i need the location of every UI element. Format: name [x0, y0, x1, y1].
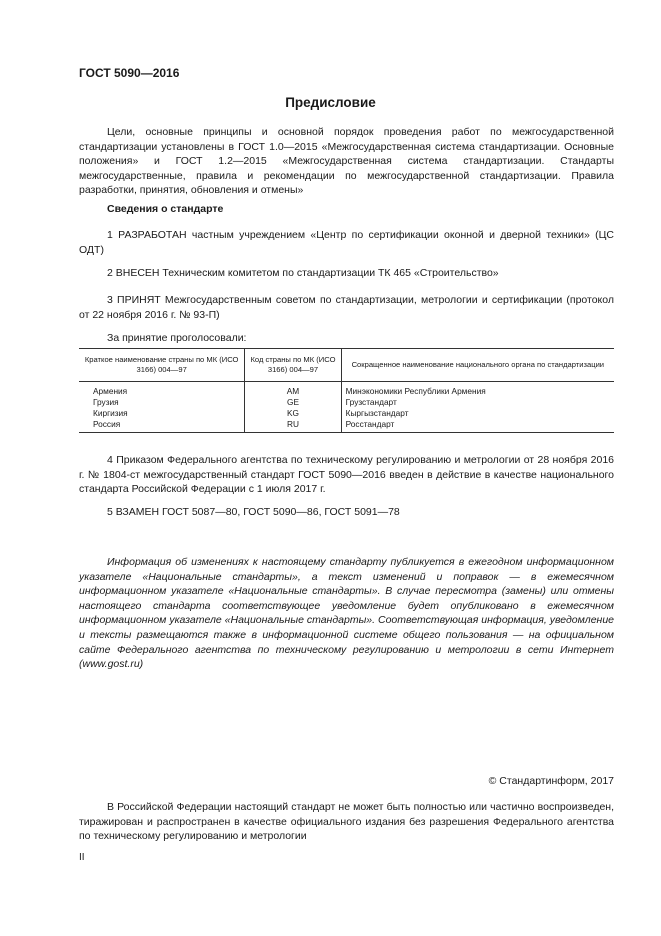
code-cell: KG: [245, 408, 341, 419]
authority-cell: Кыргызстандарт: [341, 408, 614, 419]
item-replaces: 5 ВЗАМЕН ГОСТ 5087—80, ГОСТ 5090—86, ГОСТ 5091—78: [107, 506, 400, 518]
column-header-code: Код страны по МК (ИСО 3166) 004—97: [245, 349, 341, 382]
page-title: Предисловие: [285, 95, 376, 110]
code-cell: RU: [245, 419, 341, 433]
authority-cell: Грузстандарт: [341, 397, 614, 408]
column-header-authority: Сокращенное наименование национального органа по стандартизации: [341, 349, 614, 382]
info-heading: Сведения о стандарте: [107, 203, 224, 215]
changes-notice: Информация об изменениях к настоящему стандарту публикуется в ежегодном информационном указателе «Национальные стандарты», а текст изменений и поправок — в ежемесячном информационном указателе «Национальные стандарты». В случае пересмотра (замены) или отмены настоящего стандарта соответствующее уведомление будет опубликовано в ежемесячном информационном указателе «Национальные стандарты». Соответствующая информация, уведомление и тексты размещаются также в информационной системе общего пользования — на официальном сайте Федерального агентства по техническому регулированию и метрологии в сети Интернет (www.gost.ru): [79, 556, 614, 671]
intro-paragraph: Цели, основные принципы и основной порядок проведения работ по межгосударственной стандартизации установлены в ГОСТ 1.0—2015 «Межгосударственная система стандартизации. Основные положения» и ГОСТ 1.2—2015 «Межгосударственная система стандартизации. Стандарты межгосударственные, правила и рекомендации по межгосударственной стандартизации. Правила разработки, принятия, обновления и отмены»: [79, 126, 614, 197]
copyright-line: © Стандартинформ, 2017: [488, 775, 614, 787]
table-row: [79, 408, 614, 419]
item-submitted: 2 ВНЕСЕН Техническим комитетом по стандартизации ТК 465 «Строительство»: [107, 267, 499, 279]
table-row: [79, 397, 614, 408]
table-row: [79, 382, 614, 398]
reproduction-rights: В Российской Федерации настоящий стандарт не может быть полностью или частично воспроизведен, тиражирован и распространен в качестве официального издания без разрешения Федерального агентства по техническому регулированию и метрологии: [79, 801, 614, 843]
code-cell: GE: [245, 397, 341, 408]
item-adopted: 3 ПРИНЯТ Межгосударственным советом по стандартизации, метрологии и сертификации (протокол от 22 ноября 2016 г. № 93-П): [79, 294, 614, 321]
item-developed: 1 РАЗРАБОТАН частным учреждением «Центр по сертификации оконной и дверной техники» (ЦС ОДТ): [79, 229, 614, 256]
voting-table: [79, 348, 614, 433]
table-header-row: [79, 349, 614, 382]
code-cell: AM: [245, 382, 341, 398]
country-cell: Киргизия: [93, 408, 128, 418]
document-header: ГОСТ 5090—2016: [79, 66, 180, 80]
country-cell: Грузия: [93, 397, 119, 407]
item-enacted: 4 Приказом Федерального агентства по техническому регулированию и метрологии от 28 ноября 2016 г. № 1804-ст межгосударственный стандарт ГОСТ 5090—2016 введен в действие в качестве национального стандарта Российской Федерации с 1 июля 2017 г.: [79, 454, 614, 496]
voted-label: За принятие проголосовали:: [107, 332, 247, 344]
country-cell: Армения: [93, 386, 128, 396]
table-row: [79, 419, 614, 433]
page-number: II: [79, 852, 85, 863]
authority-cell: Росстандарт: [341, 419, 614, 433]
country-cell: Россия: [79, 419, 245, 433]
authority-cell: Минэкономики Республики Армения: [341, 382, 614, 398]
column-header-country: Краткое наименование страны по МК (ИСО 3166) 004—97: [79, 349, 245, 382]
